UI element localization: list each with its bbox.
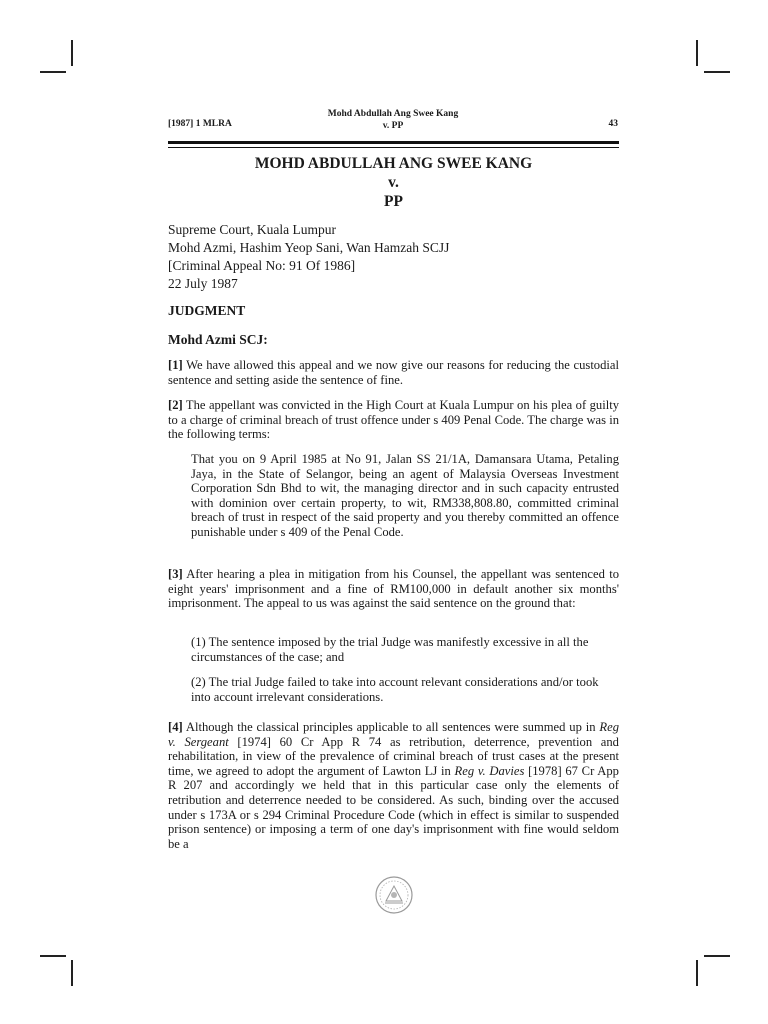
appeal-number: [Criminal Appeal No: 91 Of 1986] (168, 258, 356, 273)
case-title (168, 154, 619, 211)
court-name: Supreme Court, Kuala Lumpur (168, 222, 336, 237)
header-rule (168, 141, 619, 144)
running-parties-line2: v. PP (382, 121, 404, 131)
page-number: 43 (608, 119, 618, 129)
paragraph-text: [1974] 60 Cr App R 74 as retribution, deterrence, prevention and rehabilitation, in view of the prevalence of criminal breach of trust cases at the present time, we agreed to adopt the argument of Lawton LJ in (168, 734, 619, 778)
paragraph-4 (168, 720, 619, 851)
paragraph-text: We have allowed this appeal and we now give our reasons for reducing the custodial sentence and setting aside the sentence of fine. (168, 358, 619, 387)
header-rule (168, 147, 619, 148)
citation: [1987] 1 MLRA (168, 119, 232, 129)
versus: v. (388, 174, 399, 191)
case-citation: Reg v. Davies (454, 763, 525, 778)
judgment-heading: JUDGMENT (168, 303, 246, 318)
crop-mark (71, 960, 73, 986)
paragraph-number: [3] (168, 567, 183, 581)
paragraph-text: [1978] 67 Cr App R 207 and accordingly we held that in this particular case only the elements of retribution and deterrence needed to be considered. As such, binding over the accused under s 173A or s 294 Criminal Procedure Code (which in effect is similar to suspended prison sentence) or imposing a term of one day's imprisonment with fine would seldom be a (168, 763, 619, 851)
judges: Mohd Azmi, Hashim Yeop Sani, Wan Hamzah SCJJ (168, 240, 450, 255)
case-citation: Reg v. Sergeant (168, 720, 619, 749)
running-parties (168, 108, 618, 132)
crop-mark (696, 40, 698, 66)
paragraph-number: [4] (168, 720, 183, 734)
court-seal-icon (374, 875, 414, 915)
running-parties-line1: Mohd Abdullah Ang Swee Kang (327, 109, 459, 119)
party-one: MOHD ABDULLAH ANG SWEE KANG (254, 155, 533, 172)
party-two: PP (384, 193, 403, 210)
ground-1: (1) The sentence imposed by the trial Judge was manifestly excessive in all the circumstances of the case; and (191, 635, 589, 664)
paragraph-text: The appellant was convicted in the High Court at Kuala Lumpur on his plea of guilty to a charge of criminal breach of trust offence under s 409 Penal Code. The charge was in the following terms: (168, 398, 619, 442)
paragraph-text: After hearing a plea in mitigation from his Counsel, the appellant was sentenced to eight years' imprisonment and a fine of RM100,000 in default another six months' imprisonment. The appeal to us was against the said sentence on the ground that: (168, 567, 619, 611)
paragraph-number: [1] (168, 358, 183, 372)
crop-mark (71, 40, 73, 66)
judge-heading: Mohd Azmi SCJ: (168, 332, 268, 347)
crop-mark (40, 71, 66, 73)
running-header (168, 108, 618, 132)
court-info (168, 221, 619, 293)
paragraph-3 (168, 567, 619, 611)
crop-mark (704, 71, 730, 73)
paragraph-number: [2] (168, 398, 183, 412)
paragraph-text: Although the classical principles applicable to all sentences were summed up in (182, 720, 600, 734)
charge-quote: That you on 9 April 1985 at No 91, Jalan SS 21/1A, Damansara Utama, Petaling Jaya, in the State of Selangor, being an agent of Malaysia Overseas Investment Corporation Sdn Bhd to wit, the managing director and in such capacity entrusted with dominion over certain property, to wit, RM338,808.80, committed criminal breach of trust in respect of the said property and you thereby committed an offence punishable under s 409 of the Penal Code. (191, 452, 619, 539)
crop-mark (40, 955, 66, 957)
ground-2: (2) The trial Judge failed to take into account relevant considerations and/or took into account irrelevant considerations. (191, 675, 599, 704)
decision-date: 22 July 1987 (168, 276, 238, 291)
paragraph-1 (168, 358, 619, 387)
crop-mark (704, 955, 730, 957)
crop-mark (696, 960, 698, 986)
paragraph-2 (168, 398, 619, 442)
